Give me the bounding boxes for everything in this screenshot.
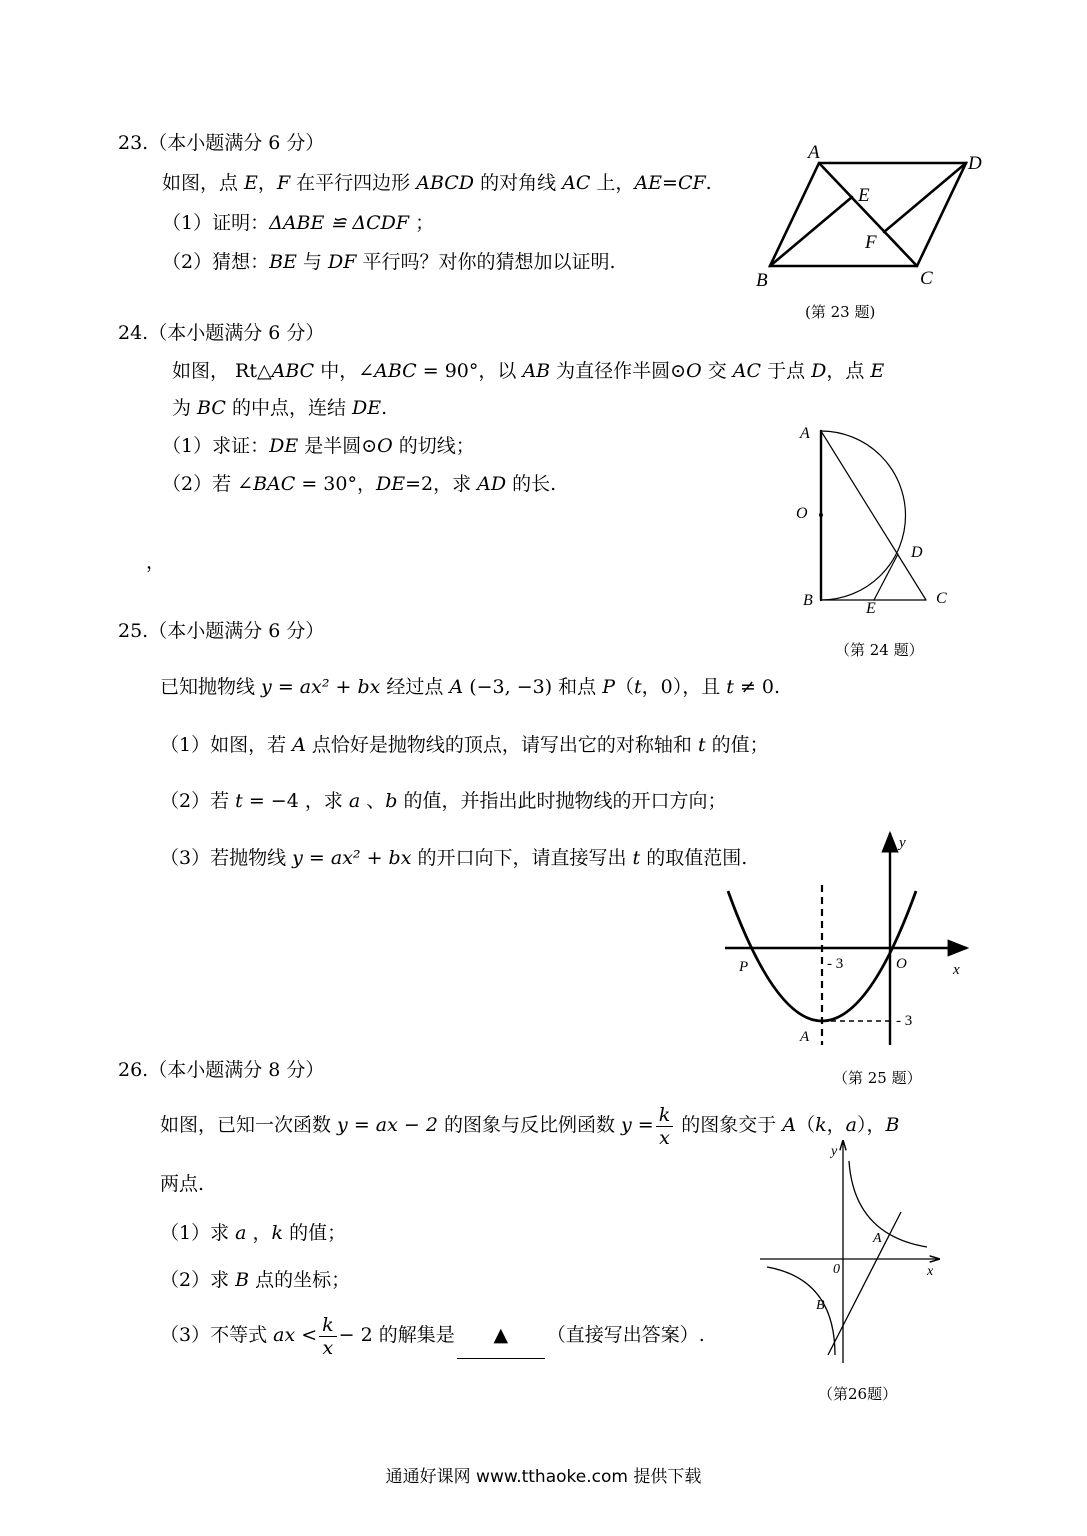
q24-l1f: AB: [522, 360, 551, 382]
q23-parallelogram-figure: [740, 130, 1000, 300]
q25-parabola-figure: [715, 825, 985, 1050]
q24-heading: 24.（本小题满分 6 分）: [118, 322, 325, 344]
q24-l1d: ABC: [374, 360, 417, 382]
q24-l4f: AD: [477, 473, 507, 495]
q25-l1f: P: [602, 676, 615, 698]
q26-hyperbola-branch-1: [849, 1161, 927, 1247]
q23-line-1: [162, 171, 712, 195]
q25-l2a: （1）如图，若: [160, 734, 293, 756]
q24-l1k: 于点: [761, 360, 812, 382]
q24-line-3: [162, 434, 475, 458]
q25-l4b: y = ax² + bx: [292, 847, 412, 869]
q25-l2e: 的值；: [705, 734, 769, 756]
q25-label-x: x: [953, 962, 960, 978]
q26-l5a: （3）不等式: [160, 1324, 274, 1346]
q24-l1c: 中，∠: [314, 360, 375, 382]
q24-hypotenuse-ac: [821, 431, 926, 600]
q25-tick-minus3-x: - 3: [827, 956, 844, 972]
q24-l1a: 如图， Rt△: [172, 360, 272, 382]
q24-l2e: .: [381, 397, 388, 419]
q26-line-5: [160, 1312, 705, 1359]
q23-label-b: B: [756, 270, 768, 291]
q26-l1b: y = ax − 2: [337, 1114, 438, 1136]
q26-line-4: [160, 1268, 350, 1292]
q25-l4c: 的开口向下，请直接写出: [411, 847, 633, 869]
q26-l4a: （2）求: [160, 1269, 236, 1291]
q26-answer-blank: ▲: [457, 1312, 545, 1359]
q25-l3b: t: [235, 790, 243, 812]
q24-l4b: BAC: [253, 473, 296, 495]
q26-l1f: A: [782, 1114, 797, 1136]
q24-l3e: 的切线；: [392, 435, 475, 457]
q24-line-2: [172, 396, 387, 420]
q26-l1e: 的图象交于: [675, 1114, 783, 1136]
q26-l1a: 如图，已知一次函数: [160, 1114, 338, 1136]
q25-label-o: O: [896, 956, 907, 972]
q23-label-d: D: [968, 153, 982, 174]
q25-l4d: t: [632, 847, 641, 869]
q23-l1j: AE=CF: [634, 172, 706, 194]
q26-ineq-denominator: x: [322, 1336, 334, 1359]
q25-line-1: [160, 675, 780, 699]
q23-line-3: [162, 250, 616, 274]
q25-l3f: b: [385, 790, 398, 812]
q24-semicircle-arc: [821, 431, 906, 600]
q25-l1j: t: [726, 676, 734, 698]
q26-l3a: （1）求: [160, 1222, 236, 1244]
q26-l3c: ，: [246, 1222, 272, 1244]
q25-heading: 25.（本小题满分 6 分）: [118, 620, 325, 642]
q25-l3a: （2）若: [160, 790, 236, 812]
q26-l3b: a: [235, 1222, 247, 1244]
q23-l2c: ；: [409, 212, 435, 234]
q24-l1h: O: [686, 360, 702, 382]
q24-semicircle-figure: [790, 420, 970, 620]
q23-l1g: 的对角线: [474, 172, 563, 194]
q25-line-2: [160, 733, 769, 757]
q23-l1e: 在平行四边形: [290, 172, 417, 194]
q26-label-y: y: [831, 1144, 838, 1159]
q25-l4a: （3）若抛物线: [160, 847, 293, 869]
q24-label-o: O: [796, 505, 808, 522]
q24-label-a: A: [800, 425, 810, 442]
q24-l2b: BC: [197, 397, 226, 419]
q24-l4c: = 30°，: [295, 473, 376, 495]
page-footer: 通通好课网 www.tthaoke.com 提供下载: [385, 1467, 702, 1487]
q23-l3e: 平行吗？对你的猜想加以证明.: [356, 251, 616, 273]
q24-l2a: 为: [172, 397, 198, 419]
q26-hyperbola-figure: [755, 1135, 955, 1370]
q23-l1d: F: [276, 172, 291, 194]
q23-label-e: E: [858, 185, 870, 206]
q25-line-4: [160, 846, 747, 870]
q24-l1i: 交: [701, 360, 733, 382]
q24-l3d: O: [377, 435, 393, 457]
q24-l3a: （1）求证：: [162, 435, 270, 457]
q25-l4e: 的取值范围.: [640, 847, 748, 869]
q24-label-b: B: [803, 592, 813, 609]
q25-l1k: ≠ 0.: [733, 676, 781, 698]
q23-l1a: 如图，点: [162, 172, 245, 194]
q26-heading: 26.（本小题满分 8 分）: [118, 1059, 325, 1081]
q24-l1e: = 90°，以: [416, 360, 523, 382]
q26-l1h: k: [815, 1114, 827, 1136]
q23-line-2: [162, 211, 434, 235]
q26-label-b: B: [816, 1298, 825, 1313]
q26-l4c: 点的坐标；: [249, 1269, 351, 1291]
q26-l1i: ，: [826, 1114, 846, 1136]
q26-label-origin: 0: [833, 1262, 840, 1277]
q23-l1b: E: [244, 172, 258, 194]
q24-line-1: [172, 359, 884, 383]
q23-l1h: AC: [562, 172, 591, 194]
q24-l2c: 的中点，连结: [225, 397, 352, 419]
q24-l4g: 的长.: [506, 473, 557, 495]
q25-l3c: = −4 ，求: [242, 790, 349, 812]
q24-l1n: E: [870, 360, 885, 382]
q25-l2b: A: [292, 734, 306, 756]
q26-line-3: [160, 1221, 346, 1245]
q24-caption: （第 24 题）: [835, 641, 924, 659]
q23-segment-be: [770, 197, 852, 266]
q23-l1c: ，: [257, 172, 277, 194]
q23-l3b: BE: [269, 251, 297, 273]
q24-label-e: E: [866, 600, 876, 617]
q24-l3c: 是半圆⊙: [298, 435, 378, 457]
q24-l4d: DE: [375, 473, 406, 495]
q26-l1k: ），: [856, 1114, 886, 1136]
q26-l5b: ax <: [273, 1324, 318, 1346]
q26-hyperbola-branch-2: [767, 1267, 835, 1355]
q24-stray-mark: ，: [146, 551, 166, 573]
q23-label-c: C: [920, 268, 933, 289]
q25-label-p: P: [739, 959, 749, 975]
q24-l1b: ABC: [271, 360, 315, 382]
q26-l1g: （: [796, 1114, 816, 1136]
q26-fraction-denominator: x: [659, 1126, 670, 1149]
q23-label-f: F: [865, 232, 877, 253]
q23-l1f: ABCD: [416, 172, 475, 194]
q23-l3c: 与: [296, 251, 329, 273]
q26-l5d: 的解集是: [372, 1324, 455, 1346]
q25-l1d: A: [449, 676, 464, 698]
q25-l3e: 、: [360, 790, 386, 812]
q23-l3d: DF: [328, 251, 357, 273]
q25-l1b: y = ax² + bx: [261, 676, 381, 698]
q26-label-a: A: [873, 1231, 882, 1246]
q23-l2b: ΔABE ≌ ΔCDF: [269, 212, 410, 234]
q24-l1l: D: [811, 360, 827, 382]
q23-label-a: A: [808, 142, 820, 163]
q25-l1c: 经过点: [380, 676, 450, 698]
q25-label-y: y: [899, 835, 906, 851]
q26-linear-function-line: [828, 1212, 901, 1355]
q26-l4b: B: [235, 1269, 250, 1291]
q26-line-2: 两点.: [160, 1173, 205, 1195]
q24-l2d: DE: [352, 397, 382, 419]
q25-label-a: A: [800, 1029, 810, 1045]
q24-center-o-dot: [819, 513, 823, 517]
q24-l1j: AC: [732, 360, 762, 382]
q26-fraction-k-over-x: [656, 1104, 674, 1149]
q24-l3b: DE: [269, 435, 299, 457]
q25-l1i: ，0），且: [641, 676, 727, 698]
q26-caption: （第26题）: [818, 1385, 898, 1403]
q24-label-c: C: [936, 590, 947, 607]
q26-l1j: a: [845, 1114, 857, 1136]
q25-l3d: a: [348, 790, 361, 812]
q23-caption: (第 23 题): [805, 303, 876, 321]
q24-tangent-de: [874, 554, 898, 600]
q24-l1g: 为直径作半圆⊙: [550, 360, 687, 382]
q24-label-d: D: [911, 544, 923, 561]
q26-inequality-fraction: [319, 1314, 337, 1359]
q26-fraction-numerator: k: [656, 1104, 674, 1127]
q25-l1g: （: [615, 676, 635, 698]
q26-l5c: − 2: [338, 1324, 373, 1346]
q26-l1c: 的图象与反比例函数: [437, 1114, 622, 1136]
q25-l3g: 的值，并指出此时抛物线的开口方向；: [397, 790, 727, 812]
q25-tick-minus3-y: - 3: [896, 1013, 913, 1029]
q26-ineq-numerator: k: [319, 1314, 337, 1337]
q25-l1a: 已知抛物线: [160, 676, 262, 698]
q26-l3e: 的值；: [283, 1222, 347, 1244]
q24-l1m: ，点: [826, 360, 871, 382]
q25-l2c: 点恰好是抛物线的顶点，请写出它的对称轴和: [305, 734, 698, 756]
q26-label-x: x: [927, 1264, 934, 1279]
q25-l1e: (−3, −3) 和点: [463, 676, 603, 698]
q24-l4e: =2，求: [405, 473, 478, 495]
q26-l5e: （直接写出答案）.: [546, 1324, 705, 1346]
q25-l1h: t: [634, 676, 642, 698]
q23-l2a: （1）证明：: [162, 212, 270, 234]
q23-l3a: （2）猜想：: [162, 251, 270, 273]
q24-l4a: （2）若 ∠: [162, 473, 254, 495]
q26-l1d: y =: [621, 1114, 654, 1136]
q23-l1i: 上，: [590, 172, 635, 194]
q24-line-4: [162, 472, 556, 496]
q26-l1l: B: [885, 1114, 900, 1136]
q23-segment-df: [884, 163, 966, 232]
q25-caption: （第 25 题）: [833, 1069, 922, 1087]
q25-l2d: t: [697, 734, 706, 756]
q23-heading: 23.（本小题满分 6 分）: [118, 132, 325, 154]
q25-line-3: [160, 789, 726, 813]
q26-l3d: k: [271, 1222, 284, 1244]
q23-l1k: .: [705, 172, 712, 194]
